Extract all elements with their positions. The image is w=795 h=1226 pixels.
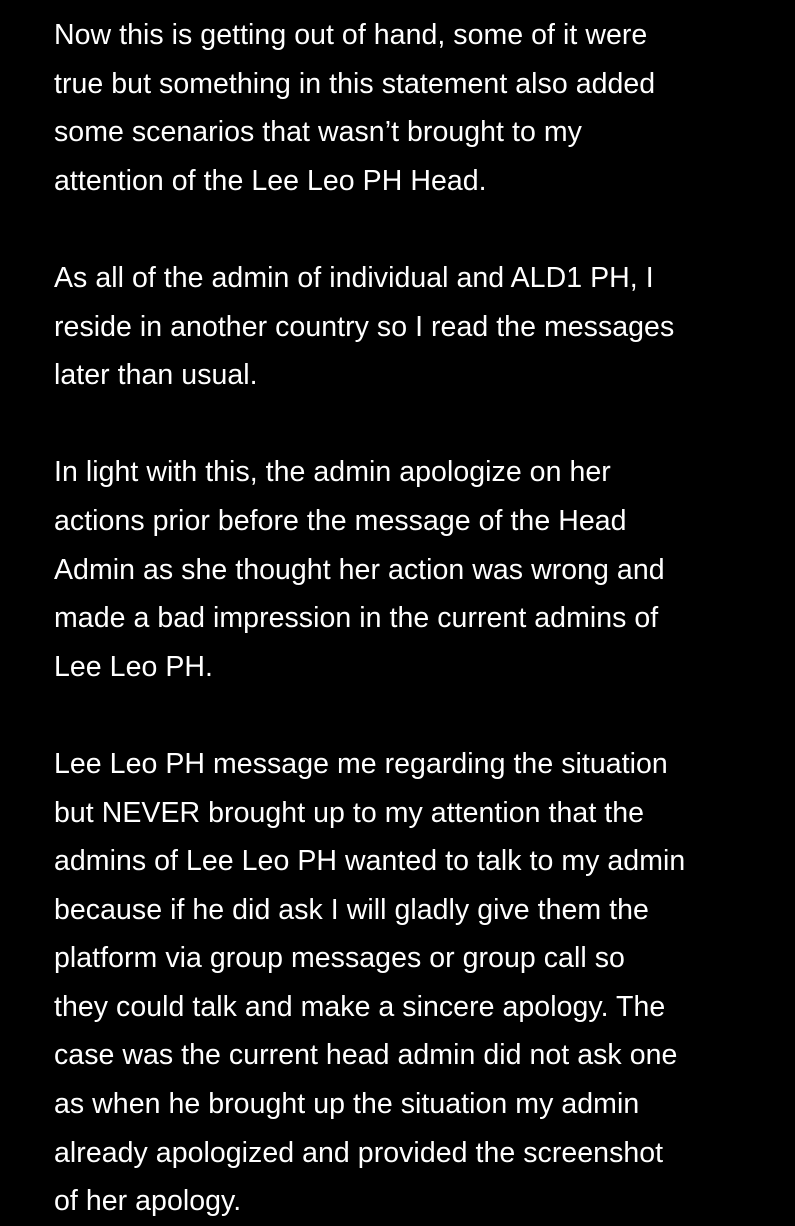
paragraph — [54, 740, 754, 1226]
text-line: platform via group messages or group call so — [54, 942, 625, 975]
paragraph — [54, 448, 754, 691]
text-line: they could talk and make a sincere apology. The — [54, 990, 666, 1023]
text-line: true but something in this statement also added — [54, 67, 656, 100]
paragraph — [54, 254, 754, 400]
text-line: some scenarios that wasn’t brought to my — [54, 116, 582, 149]
text-line: Lee Leo PH. — [54, 650, 213, 683]
text-line: reside in another country so I read the messages — [54, 310, 675, 343]
text-line: later than usual. — [54, 359, 258, 392]
note-body[interactable] — [54, 11, 754, 1226]
text-line: of her apology. — [54, 1185, 242, 1218]
text-line: actions prior before the message of the Head — [54, 504, 627, 537]
text-line: because if he did ask I will gladly give them the — [54, 893, 649, 926]
text-line: already apologized and provided the screenshot — [54, 1136, 664, 1169]
text-line: as when he brought up the situation my admin — [54, 1088, 640, 1121]
text-line: In light with this, the admin apologize on her — [54, 456, 611, 489]
text-line: As all of the admin of individual and ALD1 PH, I — [54, 261, 654, 294]
text-line: Now this is getting out of hand, some of it were — [54, 19, 648, 51]
paragraph — [54, 11, 754, 205]
text-line: case was the current head admin did not ask one — [54, 1039, 678, 1072]
text-line: attention of the Lee Leo PH Head. — [54, 164, 487, 197]
text-line: but NEVER brought up to my attention that the — [54, 796, 645, 829]
text-line: admins of Lee Leo PH wanted to talk to my admin — [54, 845, 686, 878]
text-line: Lee Leo PH message me regarding the situation — [54, 747, 668, 780]
text-line: made a bad impression in the current admins of — [54, 602, 659, 635]
text-line: Admin as she thought her action was wrong and — [54, 553, 665, 586]
